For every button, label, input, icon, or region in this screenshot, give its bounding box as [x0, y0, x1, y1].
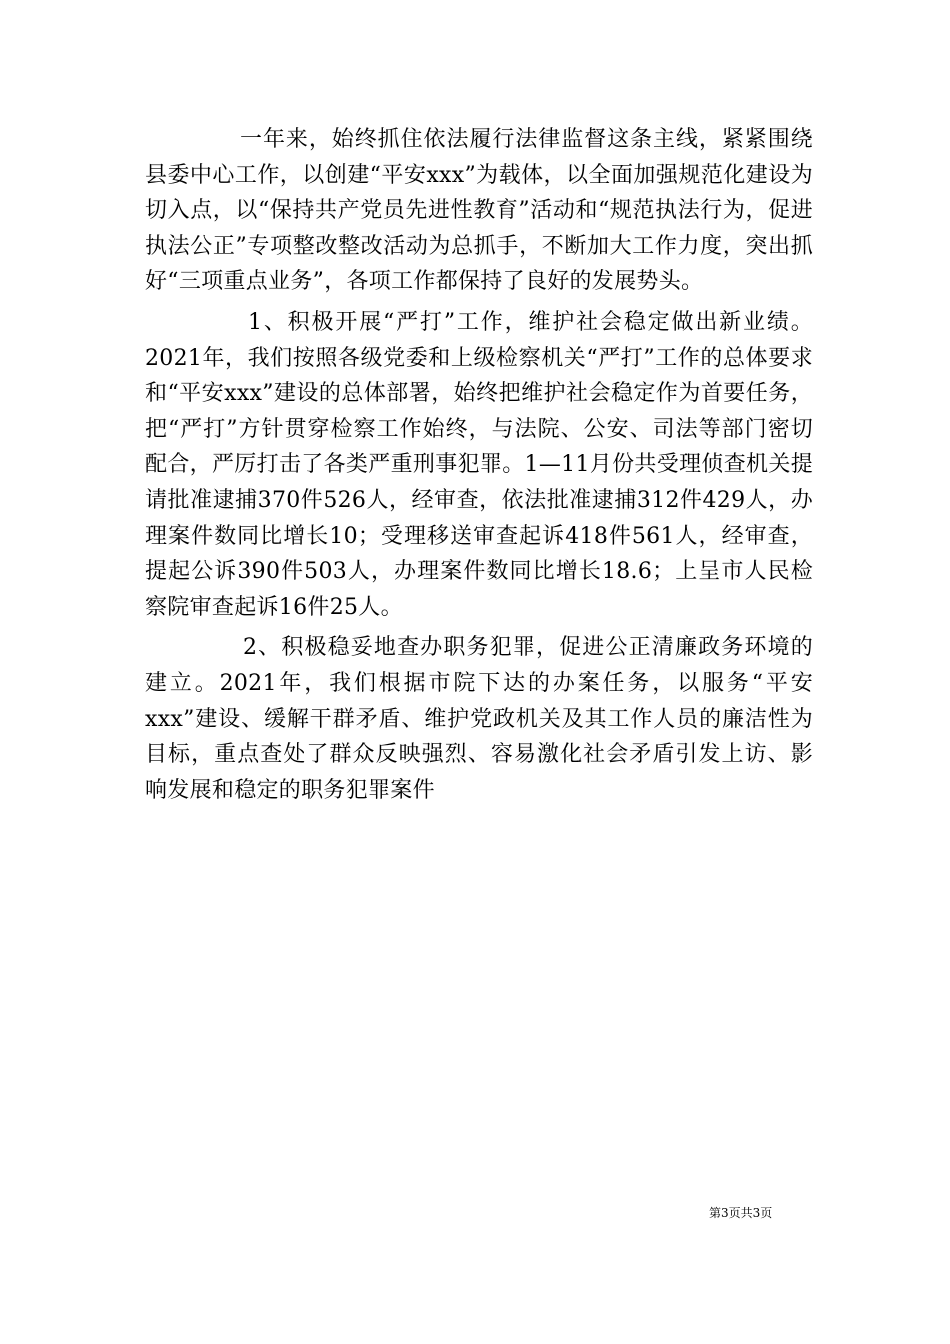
body-text: [145, 122, 813, 808]
page-number: 第3页共3页: [709, 1206, 773, 1220]
paragraph-strike-hard: 1、积极开展“严打”工作，维护社会稳定做出新业绩。2021年，我们按照各级党委和上级检察机关“严打”工作的总体要求和“平安xxx”建设的总体部署，始终把维护社会稳定作为首要任务，把“严打”方针贯穿检察工作始终，与法院、公安、司法等部门密切配合，严厉打击了各类严重刑事犯罪。1—11月份共受理侦查机关提请批准逮捕370件526人，经审查，依法批准逮捕312件429人，办理案件数同比增长10；受理移送审查起诉418件561人，经审查，提起公诉390件503人，办理案件数同比增长18.6；上呈市人民检察院审查起诉16件25人。: [145, 309, 813, 620]
paragraph-summary: 一年来，始终抓住依法履行法律监督这条主线，紧紧围绕县委中心工作，以创建“平安xxx”为载体，以全面加强规范化建设为切入点，以“保持共产党员先进性教育”活动和“规范执法行为，促进执法公正”专项整改整改活动为总抓手，不断加大工作力度，突出抓好“三项重点业务”，各项工作都保持了良好的发展势头。: [145, 127, 813, 295]
paragraph-duty-crime: 2、积极稳妥地查办职务犯罪，促进公正清廉政务环境的建立。2021年，我们根据市院下达的办案任务，以服务“平安xxx”建设、缓解干群矛盾、维护党政机关及其工作人员的廉洁性为目标，重点查处了群众反映强烈、容易激化社会矛盾引发上访、影响发展和稳定的职务犯罪案件: [145, 635, 813, 803]
